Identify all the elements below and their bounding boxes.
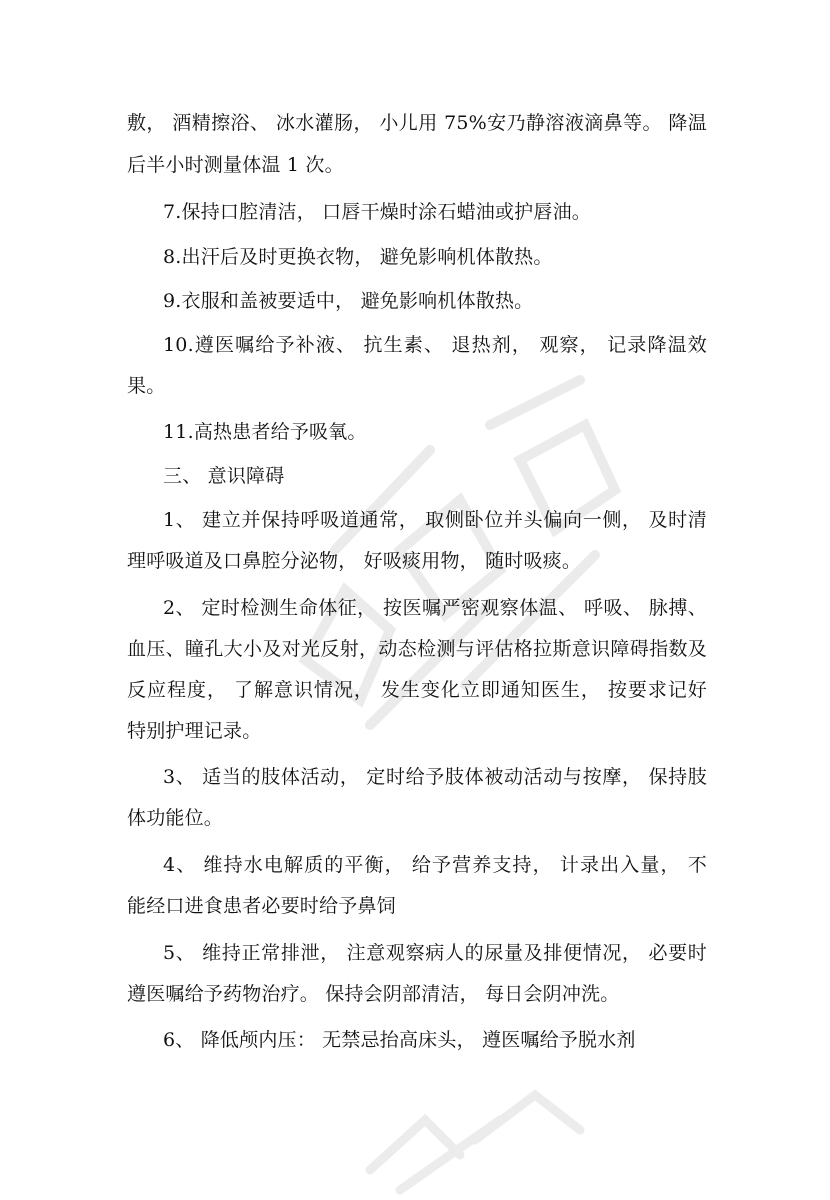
point-1-line-1: 1、 建立并保持呼吸道通常， 取侧卧位并头偏向一侧， 及时清 [163,509,707,531]
point-2-line-1: 2、 定时检测生命体征， 按医嘱严密观察体温、 呼吸、 脉搏、 [163,597,707,619]
item-10-line-1: 10.遵医嘱给予补液、 抗生素、 退热剂， 观察， 记录降温效 [163,334,707,356]
point-4-line-1: 4、 维持水电解质的平衡， 给予营养支持， 计录出入量， 不 [163,854,707,876]
text-line-1: 敷， 酒精擦浴、 冰水灌肠， 小儿用 75%安乃静溶液滴鼻等。 降温 [127,112,707,134]
item-9: 9.衣服和盖被要适中， 避免影响机体散热。 [163,290,534,312]
point-3-line-2: 体功能位。 [127,807,224,829]
point-2-line-3: 反应程度， 了解意识情况， 发生变化立即通知医生， 按要求记好 [127,679,707,701]
point-5-line-2: 遵医嘱给予药物治疗。 保持会阴部清洁， 每日会阴冲洗。 [127,983,620,1005]
point-3-line-1: 3、 适当的肢体活动， 定时给予肢体被动活动与按摩， 保持肢 [163,766,707,788]
item-10-line-2: 果。 [127,375,166,397]
point-5-line-1: 5、 维持正常排泄， 注意观察病人的尿量及排便情况， 必要时 [163,942,707,964]
watermark-fragment-icon [330,1060,630,1200]
point-6-line-1: 6、 降低颅内压： 无禁忌抬高床头， 遵医嘱给予脱水剂 [163,1029,636,1051]
item-8: 8.出汗后及时更换衣物， 避免影响机体散热。 [163,246,553,268]
text-line-2: 后半小时测量体温 1 次。 [127,154,344,176]
point-4-line-2: 能经口进食患者必要时给予鼻饲 [127,895,396,917]
point-2-line-4: 特别护理记录。 [127,720,262,742]
item-7: 7.保持口腔清洁， 口唇干燥时涂石蜡油或护唇油。 [163,201,591,223]
point-2-line-2: 血压、瞳孔大小及对光反射，动态检测与评估格拉斯意识障碍指数及 [127,638,707,660]
section-heading: 三、 意识障碍 [163,465,285,487]
point-1-line-2: 理呼吸道及口鼻腔分泌物， 好吸痰用物， 随时吸痰。 [127,550,582,572]
item-11: 11.高热患者给予吸氧。 [163,421,367,443]
